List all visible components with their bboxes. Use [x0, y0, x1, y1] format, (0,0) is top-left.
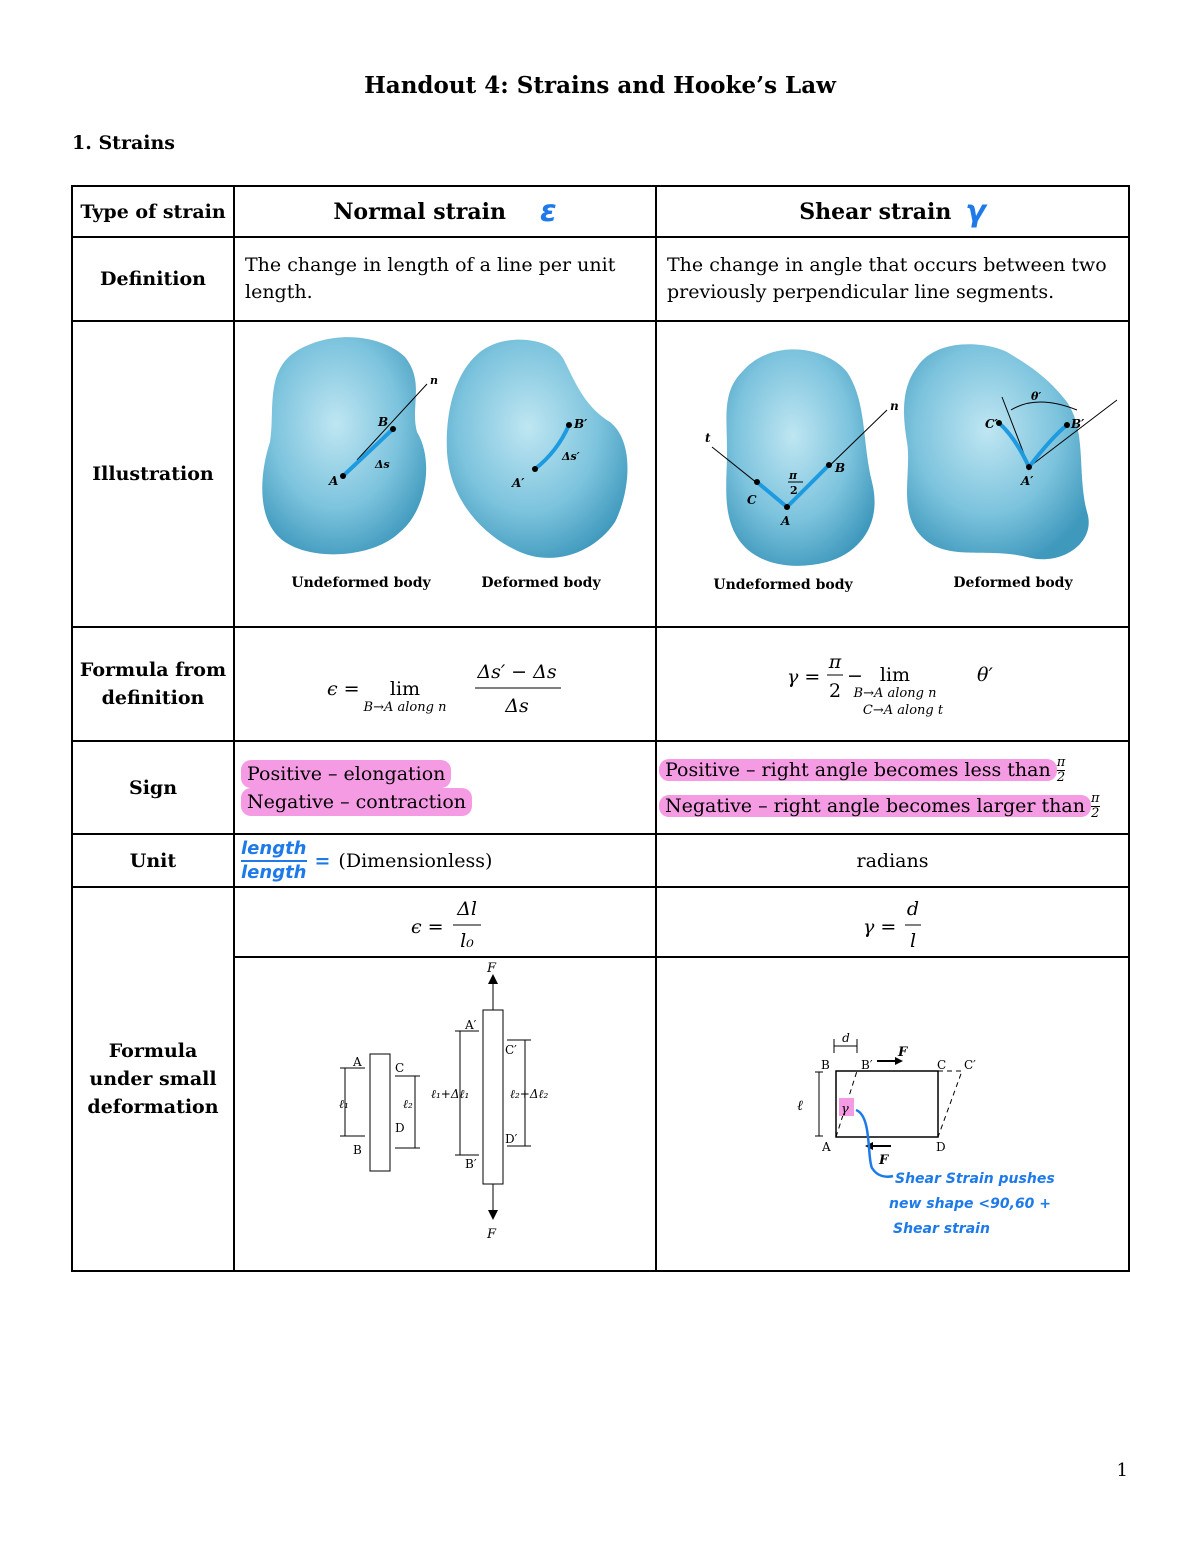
- gamma-handwritten-note: γ: [965, 194, 986, 229]
- formula-lhs: ϵ =: [327, 678, 360, 700]
- label-a-prime: A′: [1021, 474, 1034, 488]
- shear-note-line-1: Shear Strain pushes: [895, 1171, 1055, 1187]
- small-den: l: [909, 930, 917, 952]
- fig-d-offset: d: [842, 1031, 850, 1045]
- row-label-definition: Definition: [100, 268, 206, 290]
- small-num: d: [906, 898, 920, 920]
- formula-minus: −: [847, 665, 863, 687]
- shear-small-formula: [657, 888, 1128, 956]
- normal-strain-title: Normal strain: [333, 198, 506, 225]
- fig-f-top: F: [898, 1045, 908, 1060]
- epsilon-handwritten-note: ε: [539, 194, 557, 229]
- normal-strain-header: [235, 187, 655, 236]
- shear-strain-unit: radians: [856, 849, 929, 872]
- shear-strain-formula: [657, 628, 1128, 740]
- sign-positive: Positive – elongation: [241, 760, 451, 788]
- label-b-prime: B′: [1071, 417, 1085, 431]
- fig-gamma: γ: [841, 1102, 849, 1117]
- fig-a: A: [353, 1055, 362, 1069]
- row-label-type: Type of strain: [80, 200, 226, 223]
- label-ds-prime: Δs′: [562, 450, 580, 463]
- row-label-formula-def: Formula from definition: [79, 659, 227, 709]
- fig-f-bottom: F: [879, 1153, 889, 1168]
- sign-pi: π: [1056, 755, 1066, 770]
- fig-l2-delta: ℓ₂+Δℓ₂: [510, 1087, 549, 1101]
- label-a: A: [781, 514, 791, 528]
- formula-theta: θ′: [977, 664, 993, 686]
- fig-b-prime: B′: [861, 1058, 873, 1072]
- deformed-label: Deformed body: [953, 575, 1073, 591]
- fig-l2: ℓ₂: [403, 1097, 413, 1111]
- shear-strain-header: [657, 187, 1128, 236]
- formula-limit-sub-2: C→A along t: [862, 703, 944, 718]
- section-heading: 1. Strains: [72, 132, 175, 154]
- shear-note-line-3: Shear strain: [893, 1221, 990, 1237]
- fig-c: C: [395, 1061, 405, 1075]
- shear-strain-sign: [657, 742, 1128, 833]
- undeformed-body: [262, 337, 426, 554]
- fig-c-prime: C′: [964, 1058, 976, 1072]
- formula-limit-sub-1: B→A along n: [853, 686, 937, 701]
- fig-d: D: [395, 1121, 405, 1135]
- fig-a-prime: A′: [465, 1018, 477, 1032]
- fig-a: A: [822, 1140, 831, 1154]
- undeformed-label: Undeformed body: [291, 575, 431, 591]
- label-a-prime: A′: [512, 476, 525, 490]
- formula-limit-sub: B→A along n: [363, 700, 447, 715]
- deformed-body: [447, 340, 628, 558]
- deformed-body: [904, 344, 1089, 559]
- fig-d: D: [936, 1140, 946, 1154]
- label-two: 2: [790, 484, 798, 497]
- normal-strain-sign: [235, 742, 655, 833]
- fig-l1-delta: ℓ₁+Δℓ₁: [431, 1087, 470, 1101]
- row-label-illustration: Illustration: [92, 463, 214, 485]
- unit-note-denominator: length: [241, 861, 307, 883]
- formula-lim: lim: [879, 664, 911, 686]
- page-title: Handout 4: Strains and Hooke’s Law: [364, 72, 836, 99]
- undeformed-label: Undeformed body: [713, 577, 853, 593]
- small-den: l₀: [460, 930, 474, 952]
- label-b-prime: B′: [574, 417, 588, 431]
- fig-d-prime: D′: [505, 1132, 518, 1146]
- sign-negative: Negative – right angle becomes larger than: [659, 795, 1091, 817]
- formula-pi: π: [828, 651, 842, 673]
- page-number: 1: [1116, 1460, 1128, 1481]
- unit-value: (Dimensionless): [338, 849, 493, 872]
- label-ds: Δs: [375, 458, 390, 471]
- formula-two: 2: [828, 680, 842, 702]
- formula-denominator: Δs: [505, 695, 529, 717]
- normal-strain-illustration: [235, 322, 655, 626]
- undeformed-body: [726, 349, 874, 565]
- formula-lhs: γ =: [787, 666, 821, 688]
- sign-positive: Positive – right angle becomes less than: [659, 759, 1057, 781]
- sign-negative-line: [659, 788, 1100, 824]
- normal-strain-definition: The change in length of a line per unit length.: [245, 254, 616, 303]
- sign-pi: π: [1090, 791, 1100, 806]
- row-label-sign: Sign: [128, 776, 178, 799]
- label-t: t: [705, 431, 711, 445]
- fig-b: B: [353, 1143, 362, 1157]
- fig-l: ℓ: [797, 1098, 803, 1114]
- label-pi: π: [789, 469, 798, 482]
- formula-numerator: Δs′ − Δs: [477, 661, 557, 683]
- unit-note-equals: =: [314, 849, 331, 872]
- label-c: C: [747, 493, 757, 507]
- normal-strain-bar-figure: [235, 958, 655, 1270]
- fig-b: B: [821, 1058, 830, 1072]
- shear-strain-block-figure: [657, 958, 1128, 1270]
- shear-strain-illustration: [657, 322, 1128, 626]
- label-n: n: [890, 399, 899, 413]
- row-label-unit: Unit: [129, 849, 177, 872]
- small-num: Δl: [457, 898, 477, 920]
- sign-positive-line: [659, 752, 1065, 788]
- shear-note-line-2: new shape <90,60 +: [889, 1196, 1052, 1212]
- normal-strain-unit: [235, 835, 655, 886]
- deformed-label: Deformed body: [481, 575, 601, 591]
- label-n: n: [430, 374, 438, 387]
- sign-two: 2: [1091, 806, 1100, 821]
- shear-strain-title: Shear strain: [799, 198, 952, 225]
- fig-f-bottom: F: [487, 1227, 497, 1242]
- shear-strain-definition: The change in angle that occurs between two previously perpendicular line segments.: [667, 254, 1107, 303]
- label-a: A: [329, 474, 339, 488]
- small-lhs: ϵ =: [411, 916, 444, 938]
- fig-c-prime: C′: [505, 1043, 517, 1057]
- row-label-formula-small: Formula under small deformation: [87, 1040, 219, 1118]
- formula-lim: lim: [389, 678, 421, 700]
- label-c-prime: C′: [985, 417, 998, 431]
- strain-table: [71, 185, 1130, 1272]
- label-theta: θ′: [1031, 390, 1042, 403]
- fig-l1: ℓ₁: [339, 1097, 349, 1111]
- fig-c: C: [937, 1058, 947, 1072]
- label-b: B: [378, 415, 389, 429]
- sign-negative: Negative – contraction: [241, 788, 472, 816]
- fig-f-top: F: [487, 961, 497, 976]
- unit-note-numerator: length: [241, 838, 307, 862]
- normal-strain-formula: [235, 628, 655, 740]
- normal-small-formula: [235, 888, 655, 956]
- small-lhs: γ =: [863, 916, 897, 938]
- fig-b-prime: B′: [465, 1157, 477, 1171]
- sign-two: 2: [1056, 770, 1066, 785]
- label-b: B: [835, 461, 846, 475]
